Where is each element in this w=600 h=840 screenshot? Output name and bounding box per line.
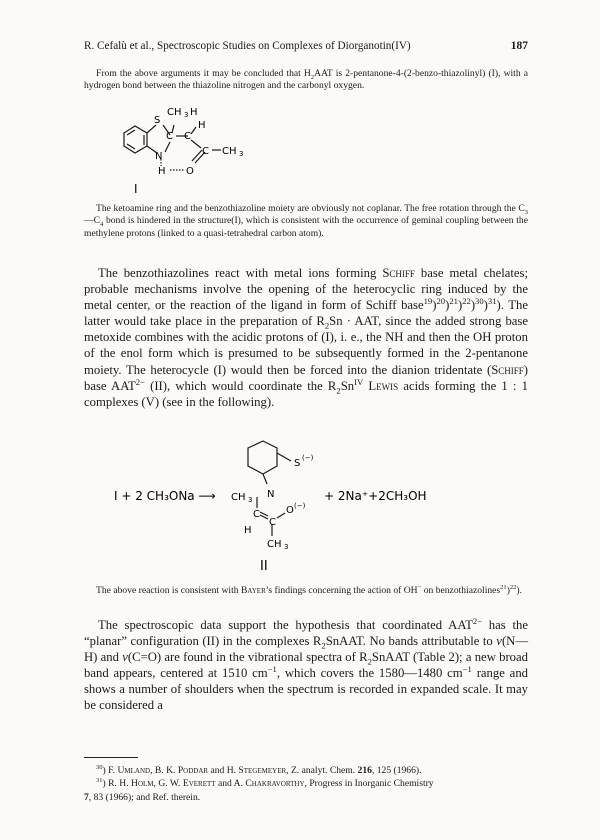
atom-O-charge: (−)	[294, 502, 306, 510]
running-header	[84, 40, 528, 56]
footnotes	[84, 765, 528, 805]
structure-I	[108, 104, 308, 196]
atom-H: H	[244, 525, 252, 536]
atom-CH3-right: CH	[222, 146, 237, 157]
reagents-left: I + 2 CH₃ONa ⟶	[114, 489, 216, 503]
atom-H-top: H	[190, 107, 198, 118]
footnote-30: $^{30}$) F. Umland, B. K. Poddar and H. Stegemeyer, Z. analyt. Chem. 216, 125 (1966).	[96, 763, 422, 776]
paragraph-ketoamine: The ketoamine ring and the benzothiazoline moiety are obviously not coplanar. The free rotation through the $C_3—C_4$ bond is hindered in the structure(I), which is consistent with the occurrence of geminal coupling between the methylene protons (linked to a quasi-tetrahedral carbon atom).	[84, 203, 528, 239]
atom-CH3-left: CH	[231, 492, 246, 503]
atom-CH3-left-sub: 3	[248, 496, 253, 504]
paragraph-conclusion: From the above arguments it may be concluded that $H_2AAT$ is 2-pentanone-4-(2-benzo-thiazolinyl) (I), with a hydrogen bond between the thiazoline nitrogen and the carbonyl oxygen.	[84, 68, 528, 92]
atom-H-bridge: H	[158, 166, 166, 177]
atom-S: S	[154, 115, 161, 126]
atom-S-charge: (−)	[302, 454, 314, 462]
structure-I-label: I	[134, 182, 138, 196]
atom-C3: C	[202, 146, 209, 157]
atom-CH3-top: CH	[167, 107, 182, 118]
running-title: R. Cefalù et al., Spectroscopic Studies on Complexes of Diorganotin(IV)	[84, 40, 411, 52]
atom-CH3-right-sub: 3	[239, 150, 244, 158]
paragraph-reaction-note: The above reaction is consistent with Bayer’s findings concerning the action of OH− on benzothiazolines$^{21}$)$^{22}$).	[96, 583, 522, 596]
atom-CH3-bottom-sub: 3	[284, 543, 289, 551]
atom-CH3-bottom: CH	[267, 539, 282, 550]
atom-O: O	[186, 166, 194, 177]
atom-S: S	[294, 458, 301, 469]
atom-C2: C	[184, 131, 191, 142]
atom-C-a: C	[253, 509, 260, 520]
paragraph-spectroscopic: The spectroscopic data support the hypothesis that coordinated $AAT^{2-}$ has the “planar” configuration (II) in the complexes $R_2SnAAT$. No bands attributable to ν(N—H) and ν(C=O) are found in the vibrational spectra of $R_2SnAAT$ (Table 2); a new broad band appears, centered at 1510 $cm^{-1}$, which covers the 1580—1480 $cm^{-1}$ range and shows a number of shoulders when the spectrum is recorded in expanded scale. It may be considered a	[84, 615, 529, 713]
structure-II-reaction	[84, 440, 528, 585]
footnote-31-cont: 7, 83 (1966); and Ref. therein.	[84, 791, 201, 803]
footnote-31: $^{31}$) R. H. Holm, G. W. Everett and A. Chakravorthy, Progress in Inorganic Chemistry	[96, 777, 434, 790]
atom-O: O	[286, 505, 294, 516]
atom-C-b: C	[269, 517, 276, 528]
paragraph-benzothiazolines: The benzothiazolines react with metal ions forming Schiff base metal chelates; probable mechanisms involve the opening of the heterocyclic ring induced by the metal center, or the reaction of the ligand in form of Schiff base$^{19}$)$^{20}$)$^{21}$)$^{22}$)$^{30}$)$^{31}$). The latter would take place in the preparation of $R_2Sn$ · AAT, since the added strong base metoxide combines with the acidic protons of (I), i. e., the NH and then the OH proton of the enol form which is presumed to be subsequently formed in the 2-pentanone moiety. The heterocycle (I) would then be forced into the dianion tridentate (Schiff) base $AAT^{2-}$ (II), which would coordinate the $R_2Sn^{IV}$ Lewis acids forming the 1 : 1 complexes (V) (see in the following).	[84, 266, 529, 409]
footnote-rule	[84, 757, 138, 758]
atom-N: N	[155, 151, 163, 162]
page-number: 187	[510, 40, 528, 52]
atom-H-right: H	[198, 120, 206, 131]
atom-C1: C	[166, 131, 173, 142]
products-right: + 2Na⁺+2CH₃OH	[324, 489, 427, 503]
atom-N: N	[267, 489, 275, 500]
structure-II-label: II	[260, 559, 268, 574]
atom-CH3-top-sub: 3	[184, 111, 189, 119]
